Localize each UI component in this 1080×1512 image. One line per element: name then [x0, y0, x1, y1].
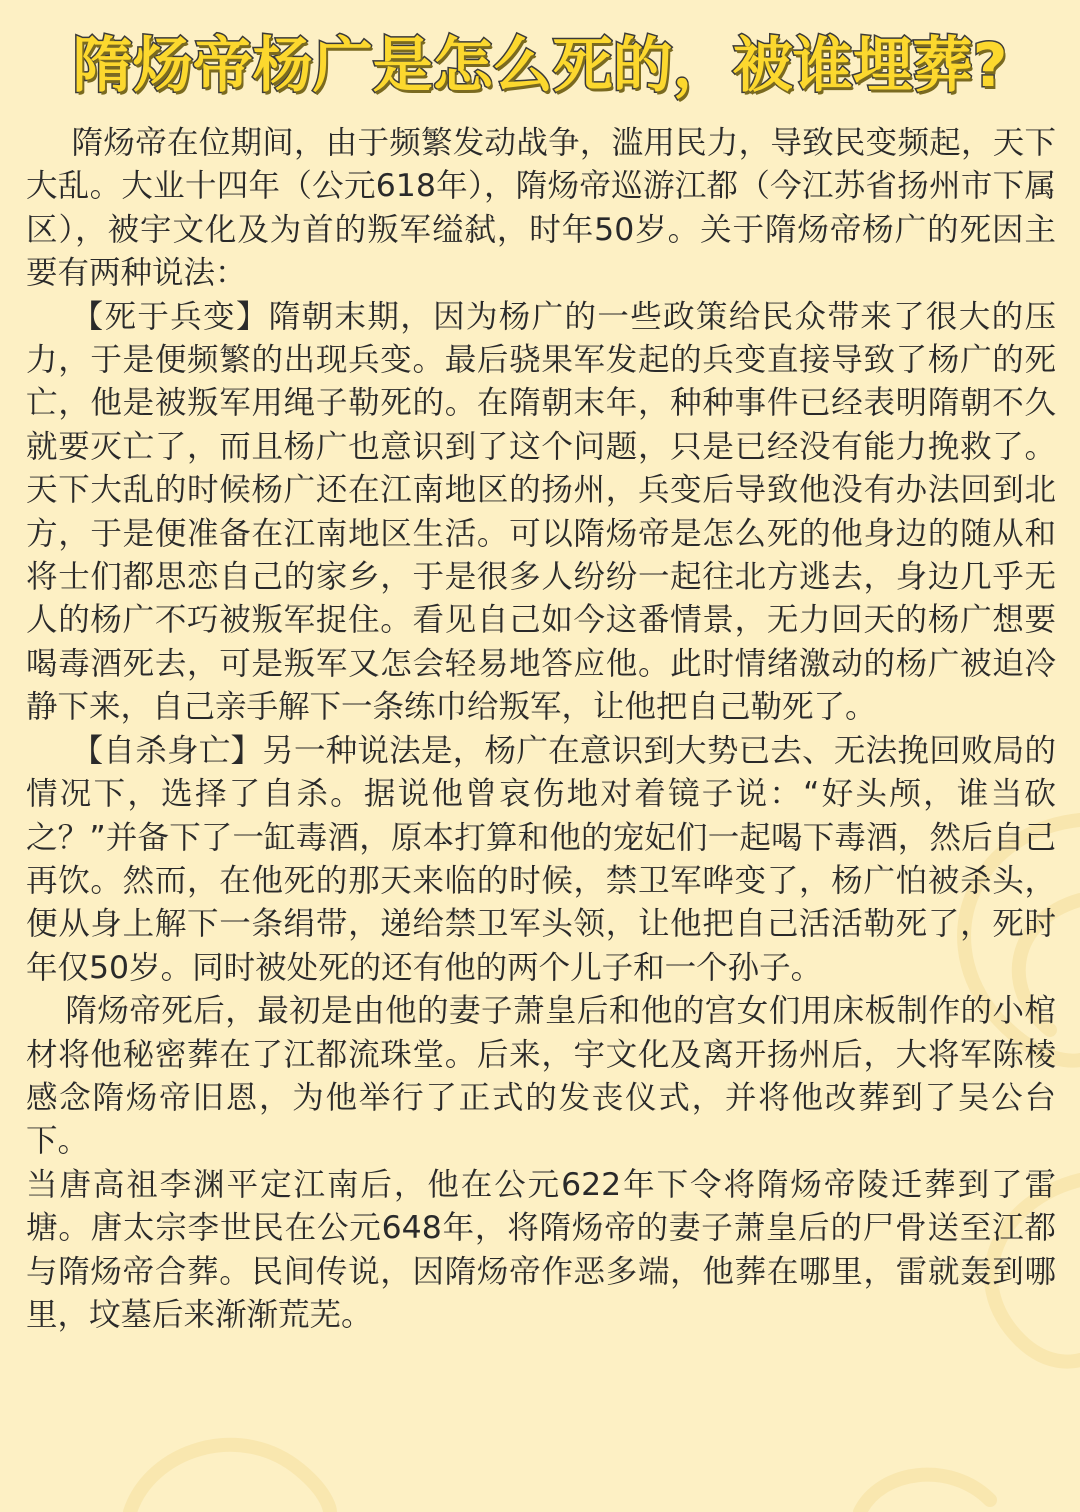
theory-suicide-paragraph: 【自杀身亡】另一种说法是，杨广在意识到大势已去、无法挽回败局的情况下，选择了自杀。据说他曾哀伤地对着镜子说：“好头颅，谁当砍之？”并备下了一缸毒酒，原本打算和他的宠妃们一起喝下毒酒，然后自己再饮。然而，在他死的那天来临的时候，禁卫军哗变了，杨广怕被杀头，便从身上解下一条绢带，递给禁卫军头领，让他把自己活活勒死了，死时年仅50岁。同时被处死的还有他的两个儿子和一个孙子。	[26, 732, 1056, 986]
article-body	[26, 122, 1056, 1337]
page-title: 隋炀帝杨广是怎么死的，被谁埋葬?	[72, 31, 1008, 101]
burial-paragraph: 隋炀帝死后，最初是由他的妻子萧皇后和他的宫女们用床板制作的小棺材将他秘密葬在了江都流珠堂。后来，宇文化及离开扬州后，大将军陈棱感念隋炀帝旧恩，为他举行了正式的发丧仪式，并将他改葬到了吴公台下。	[26, 993, 1056, 1160]
theory-mutiny-paragraph: 【死于兵变】隋朝末期，因为杨广的一些政策给民众带来了很大的压力，于是便频繁的出现兵变。最后骁果军发起的兵变直接导致了杨广的死亡，他是被叛军用绳子勒死的。在隋朝末年，种种事件已经表明隋朝不久就要灭亡了，而且杨广也意识到了这个问题，只是已经没有能力挽救了。天下大乱的时候杨广还在江南地区的扬州，兵变后导致他没有办法回到北方，于是便准备在江南地区生活。可以隋炀帝是怎么死的他身边的随从和将士们都思恋自己的家乡，于是很多人纷纷一起往北方逃去，身边几乎无人的杨广不巧被叛军捉住。看见自己如今这番情景，无力回天的杨广想要喝毒酒死去，可是叛军又怎会轻易地答应他。此时情绪激动的杨广被迫冷静下来，自己亲手解下一条练巾给叛军，让他把自己勒死了。	[26, 298, 1056, 726]
intro-paragraph: 隋炀帝在位期间，由于频繁发动战争，滥用民力，导致民变频起，天下大乱。大业十四年（公元618年），隋炀帝巡游江都（今江苏省扬州市下属区），被宇文化及为首的叛军缢弑，时年50岁。关于隋炀帝杨广的死因主要有两种说法：	[26, 125, 1056, 292]
reburial-paragraph: 当唐高祖李渊平定江南后，他在公元622年下令将隋炀帝陵迁葬到了雷塘。唐太宗李世民在公元648年，将隋炀帝的妻子萧皇后的尸骨送至江都与隋炀帝合葬。民间传说，因隋炀帝作恶多端，他葬在哪里，雷就轰到哪里，坟墓后来渐渐荒芜。	[26, 1166, 1056, 1333]
